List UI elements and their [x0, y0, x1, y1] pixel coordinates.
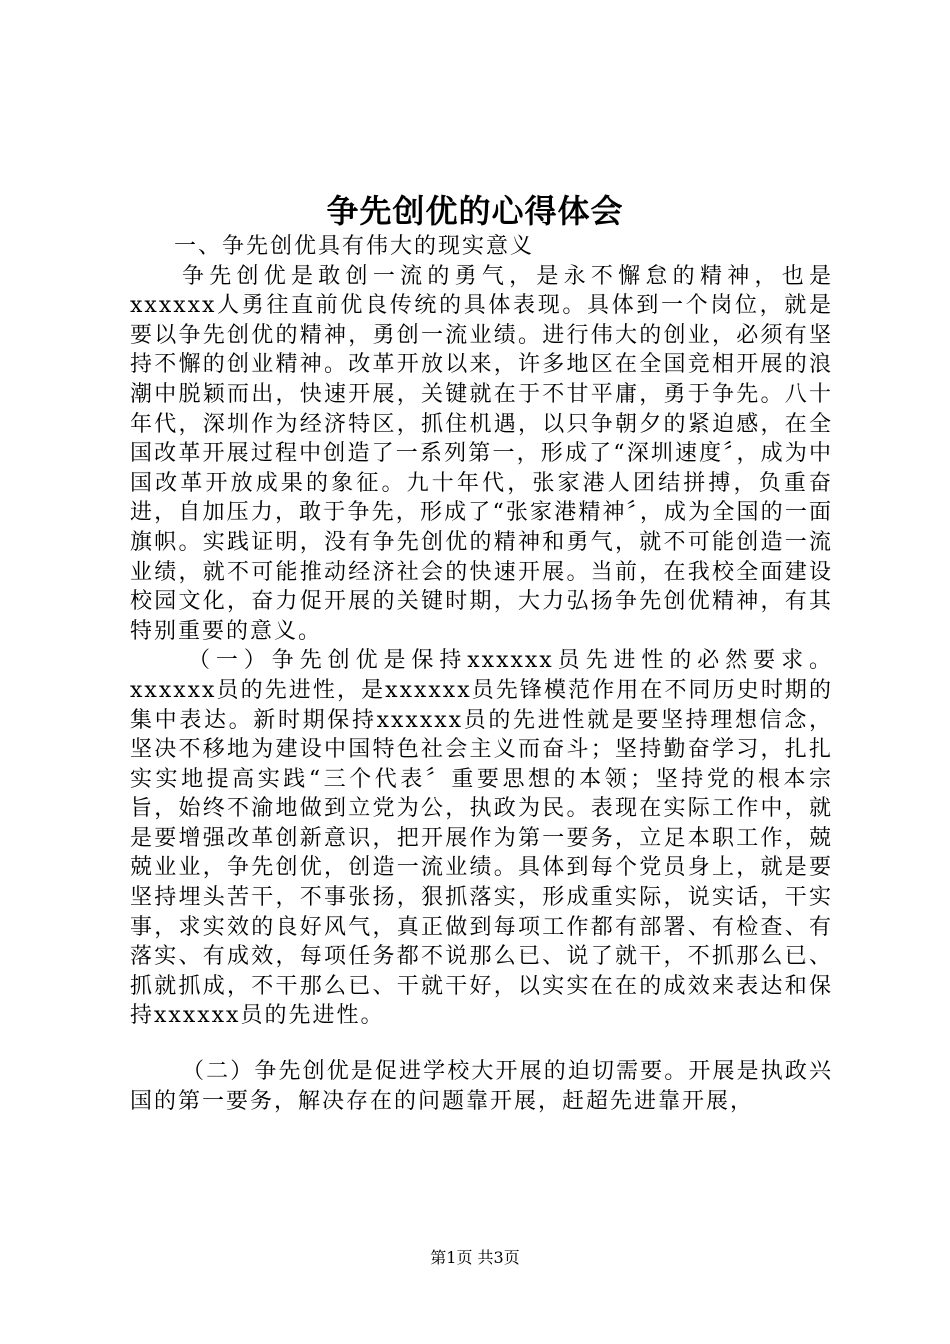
body-paragraph-2: （一）争先创优是保持xxxxxx员先进性的必然要求。xxxxxx员的先进性，是xxxxxx员先锋模范作用在不同历史时期的集中表达。新时期保持xxxxxx员的先进性就是要坚持理想信念，坚决不移地为建设中国特色社会主义而奋斗；坚持勤奋学习，扎扎实实地提高实践“三个代表〞重要思想的本领；坚持党的根本宗旨，始终不渝地做到立党为公，执政为民。表现在实际工作中，就是要增强改革创新意识，把开展作为第一要务，立足本职工作，兢兢业业，争先创优，创造一流业绩。具体到每个党员身上，就是要坚持埋头苦干，不事张扬，狠抓落实，形成重实际，说实话，干实事，求实效的良好风气，真正做到每项工作都有部署、有检查、有落实、有成效，每项任务都不说那么已、说了就干，不抓那么已、抓就抓成，不干那么已、干就干好，以实实在在的成效来表达和保持xxxxxx员的先进性。	[130, 648, 833, 1029]
page-number-footer: 第1页 共3页	[430, 1248, 520, 1267]
body-paragraph-1: 争先创优是敢创一流的勇气，是永不懈怠的精神，也是xxxxxx人勇往直前优良传统的具体表现。具体到一个岗位，就是要以争先创优的精神，勇创一流业绩。进行伟大的创业，必须有坚持不懈的创业精神。改革开放以来，许多地区在全国竞相开展的浪潮中脱颖而出，快速开展，关键就在于不甘平庸，勇于争先。八十年代，深圳作为经济特区，抓住机遇，以只争朝夕的紧迫感，在全国改革开展过程中创造了一系列第一，形成了“深圳速度〞，成为中国改革开放成果的象征。九十年代，张家港人团结拼搏，负重奋进，自加压力，敢于争先，形成了“张家港精神〞，成为全国的一面旗帜。实践证明，没有争先创优的精神和勇气，就不可能创造一流业绩，就不可能推动经济社会的快速开展。当前，在我校全面建设校园文化，奋力促开展的关键时期，大力弘扬争先创优精神，有其特别重要的意义。	[130, 263, 833, 644]
document-title: 争先创优的心得体会	[326, 192, 624, 230]
body-paragraph-3: （二）争先创优是促进学校大开展的迫切需要。开展是执政兴国的第一要务，解决存在的问题靠开展，赶超先进靠开展，	[130, 1059, 833, 1114]
section-heading: 一、争先创优具有伟大的现实意义	[174, 234, 535, 259]
document-body	[130, 232, 833, 1116]
